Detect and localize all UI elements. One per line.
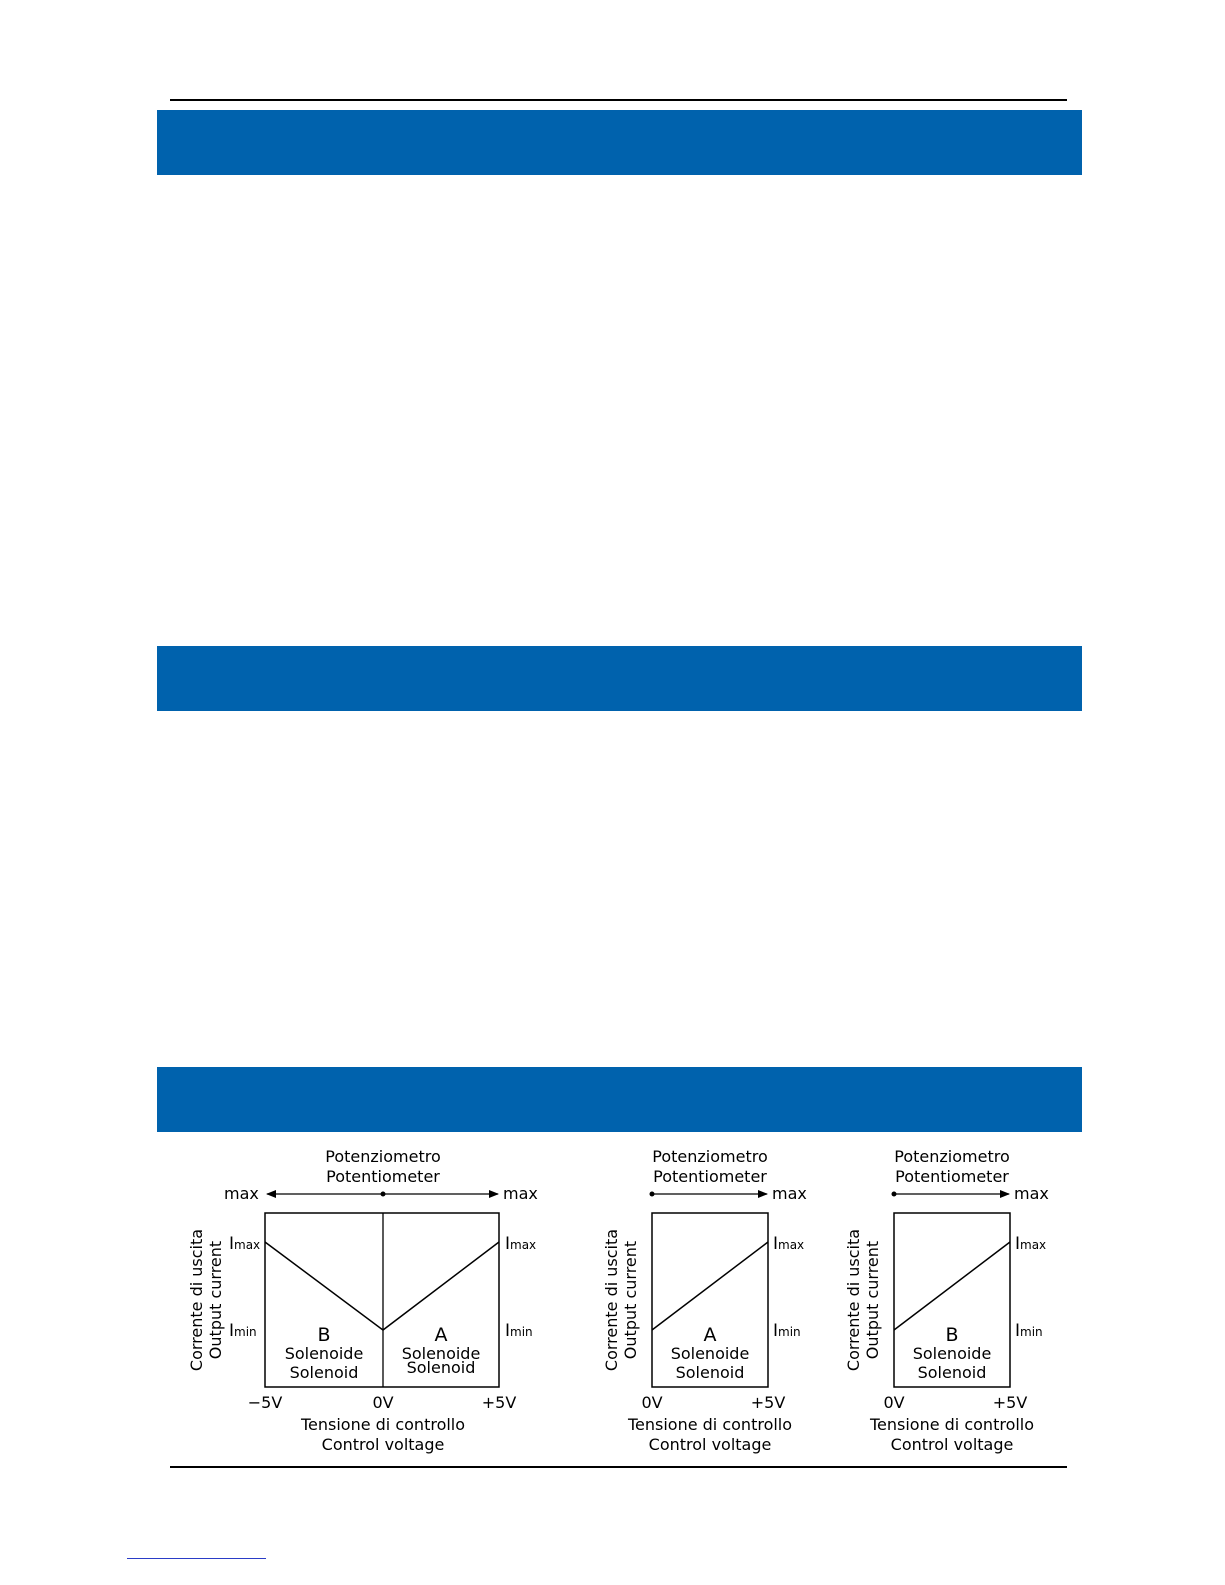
region-right-line1: Solenoide: [401, 1344, 481, 1363]
region-letter: B: [945, 1324, 959, 1346]
pot-max-right: max: [503, 1184, 538, 1203]
potentiometer-label-it: Potenziometro: [652, 1147, 768, 1166]
imax: Imax: [773, 1234, 805, 1254]
x-axis-label-en: Control voltage: [321, 1435, 445, 1454]
diagram-solenoid-a: [602, 1147, 807, 1454]
region-left-line1: Solenoide: [284, 1344, 364, 1363]
x-axis-label-it: Tensione di controllo: [300, 1415, 466, 1434]
region-right-letter: A: [434, 1324, 448, 1346]
potentiometer-label-en: Potentiometer: [653, 1167, 767, 1186]
y-axis-label-it: Corrente di uscita: [602, 1228, 621, 1372]
pot-center-dot: [381, 1192, 386, 1197]
x-axis-label-en: Control voltage: [890, 1435, 1014, 1454]
imin: Imin: [1015, 1321, 1043, 1341]
region-letter: A: [703, 1324, 717, 1346]
current-curve: [265, 1242, 499, 1330]
imin: Imin: [773, 1321, 801, 1341]
x-axis-label-it: Tensione di controllo: [627, 1415, 793, 1434]
region-right-line2: Solenoid: [406, 1358, 476, 1377]
imin-right: Imin: [505, 1321, 533, 1341]
diagram-solenoid-b: [844, 1147, 1049, 1454]
imax-left: Imax: [229, 1234, 261, 1254]
x-tick-neg5v: −5V: [247, 1393, 283, 1412]
region-line1: Solenoide: [670, 1344, 750, 1363]
imax-right: Imax: [505, 1234, 537, 1254]
pot-max: max: [1014, 1184, 1049, 1203]
potentiometer-label-en: Potentiometer: [326, 1167, 440, 1186]
x-tick-0v: 0V: [883, 1393, 905, 1412]
x-tick-pos5v: +5V: [750, 1393, 786, 1412]
x-axis-label-it: Tensione di controllo: [869, 1415, 1035, 1434]
y-axis-label-en: Output current: [863, 1240, 882, 1360]
potentiometer-label-it: Potenziometro: [325, 1147, 441, 1166]
y-axis-label-it: Corrente di uscita: [844, 1228, 863, 1372]
pot-max: max: [772, 1184, 807, 1203]
region-line2: Solenoid: [917, 1363, 987, 1382]
current-curve: [894, 1242, 1010, 1330]
y-axis-label-en: Output current: [206, 1240, 225, 1360]
potentiometer-label-en: Potentiometer: [895, 1167, 1009, 1186]
x-tick-pos5v: +5V: [481, 1393, 517, 1412]
region-left-letter: B: [317, 1324, 331, 1346]
x-tick-pos5v: +5V: [992, 1393, 1028, 1412]
region-left-line2: Solenoid: [289, 1363, 359, 1382]
potentiometer-label-it: Potenziometro: [894, 1147, 1010, 1166]
y-axis-label-en: Output current: [621, 1240, 640, 1360]
imin-left: Imin: [229, 1321, 257, 1341]
pot-max-left: max: [224, 1184, 259, 1203]
x-tick-0v: 0V: [372, 1393, 394, 1412]
x-axis-label-en: Control voltage: [648, 1435, 772, 1454]
y-axis-label-it: Corrente di uscita: [187, 1228, 206, 1372]
diagram-dual-solenoid: [187, 1147, 538, 1454]
current-curve: [652, 1242, 768, 1330]
region-line1: Solenoide: [912, 1344, 992, 1363]
imax: Imax: [1015, 1234, 1047, 1254]
x-tick-0v: 0V: [641, 1393, 663, 1412]
region-line2: Solenoid: [675, 1363, 745, 1382]
